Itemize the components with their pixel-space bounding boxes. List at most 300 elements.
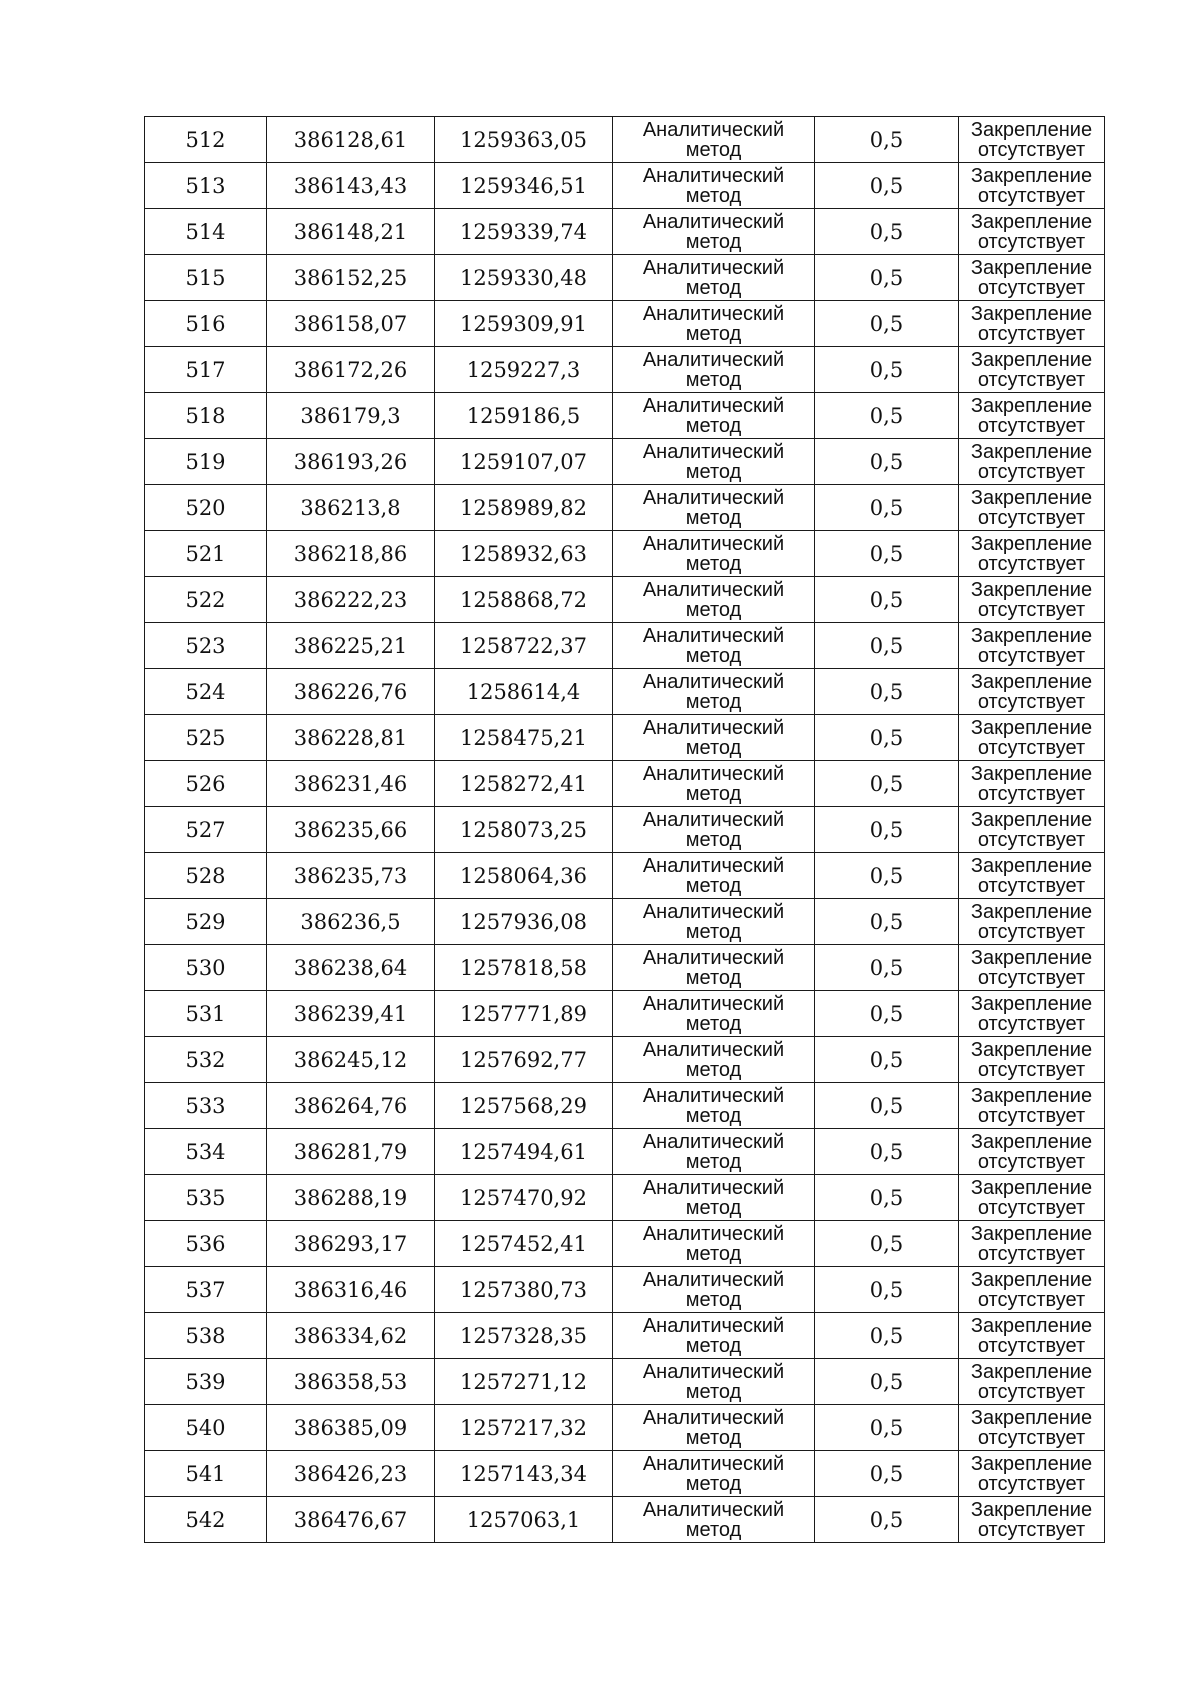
point-number-cell: 539 [145, 1359, 267, 1405]
y-coordinate-cell: 1257271,12 [435, 1359, 613, 1405]
x-coordinate-cell: 386334,62 [267, 1313, 435, 1359]
table-row [145, 1083, 1105, 1129]
table-row [145, 669, 1105, 715]
marking-line-2: отсутствует [977, 782, 1086, 805]
method-line-1: Аналитический [642, 440, 785, 463]
point-number-cell: 514 [145, 209, 267, 255]
point-number-cell: 518 [145, 393, 267, 439]
method-cell [613, 715, 815, 761]
marking-line-1: Закрепление [970, 532, 1093, 555]
y-coordinate-cell: 1258614,4 [435, 669, 613, 715]
method-cell [613, 669, 815, 715]
method-line-1: Аналитический [642, 716, 785, 739]
method-line-2: метод [685, 828, 742, 851]
x-coordinate-cell: 386128,61 [267, 117, 435, 163]
marking-cell [959, 255, 1105, 301]
y-coordinate-cell: 1259186,5 [435, 393, 613, 439]
table-row [145, 1313, 1105, 1359]
y-coordinate-cell: 1259363,05 [435, 117, 613, 163]
point-number-cell: 513 [145, 163, 267, 209]
marking-cell [959, 209, 1105, 255]
method-cell [613, 623, 815, 669]
accuracy-cell: 0,5 [815, 1037, 959, 1083]
method-line-2: метод [685, 1518, 742, 1541]
method-line-2: метод [685, 322, 742, 345]
marking-line-2: отсутствует [977, 920, 1086, 943]
marking-cell [959, 1313, 1105, 1359]
method-line-1: Аналитический [642, 1360, 785, 1383]
table-row [145, 991, 1105, 1037]
method-cell [613, 853, 815, 899]
marking-line-2: отсутствует [977, 1104, 1086, 1127]
x-coordinate-cell: 386235,73 [267, 853, 435, 899]
marking-line-1: Закрепление [970, 670, 1093, 693]
method-line-1: Аналитический [642, 532, 785, 555]
point-number-cell: 533 [145, 1083, 267, 1129]
method-line-1: Аналитический [642, 900, 785, 923]
marking-line-1: Закрепление [970, 302, 1093, 325]
table-row [145, 439, 1105, 485]
method-cell [613, 163, 815, 209]
method-cell [613, 577, 815, 623]
marking-line-1: Закрепление [970, 900, 1093, 923]
method-line-1: Аналитический [642, 854, 785, 877]
y-coordinate-cell: 1257936,08 [435, 899, 613, 945]
y-coordinate-cell: 1257771,89 [435, 991, 613, 1037]
accuracy-cell: 0,5 [815, 1175, 959, 1221]
method-line-1: Аналитический [642, 1314, 785, 1337]
y-coordinate-cell: 1258868,72 [435, 577, 613, 623]
accuracy-cell: 0,5 [815, 1405, 959, 1451]
marking-line-1: Закрепление [970, 1084, 1093, 1107]
marking-line-1: Закрепление [970, 1268, 1093, 1291]
y-coordinate-cell: 1259107,07 [435, 439, 613, 485]
accuracy-cell: 0,5 [815, 577, 959, 623]
x-coordinate-cell: 386236,5 [267, 899, 435, 945]
x-coordinate-cell: 386358,53 [267, 1359, 435, 1405]
method-cell [613, 1129, 815, 1175]
method-line-2: метод [685, 1196, 742, 1219]
method-line-2: метод [685, 736, 742, 759]
method-cell [613, 807, 815, 853]
marking-cell [959, 1175, 1105, 1221]
table-row [145, 531, 1105, 577]
marking-line-1: Закрепление [970, 256, 1093, 279]
accuracy-cell: 0,5 [815, 899, 959, 945]
marking-line-2: отсутствует [977, 230, 1086, 253]
x-coordinate-cell: 386213,8 [267, 485, 435, 531]
marking-line-1: Закрепление [970, 394, 1093, 417]
accuracy-cell: 0,5 [815, 1313, 959, 1359]
x-coordinate-cell: 386293,17 [267, 1221, 435, 1267]
table-row [145, 623, 1105, 669]
marking-cell [959, 1497, 1105, 1543]
method-line-1: Аналитический [642, 1498, 785, 1521]
method-line-1: Аналитический [642, 808, 785, 831]
marking-line-2: отсутствует [977, 736, 1086, 759]
table-body [145, 117, 1105, 1543]
marking-line-2: отсутствует [977, 368, 1086, 391]
method-cell [613, 1175, 815, 1221]
y-coordinate-cell: 1257470,92 [435, 1175, 613, 1221]
method-cell [613, 899, 815, 945]
accuracy-cell: 0,5 [815, 1451, 959, 1497]
y-coordinate-cell: 1257568,29 [435, 1083, 613, 1129]
method-line-2: метод [685, 1334, 742, 1357]
x-coordinate-cell: 386193,26 [267, 439, 435, 485]
accuracy-cell: 0,5 [815, 1221, 959, 1267]
marking-line-1: Закрепление [970, 854, 1093, 877]
y-coordinate-cell: 1258932,63 [435, 531, 613, 577]
table-row [145, 853, 1105, 899]
marking-line-1: Закрепление [970, 1314, 1093, 1337]
method-cell [613, 1083, 815, 1129]
method-cell [613, 1497, 815, 1543]
marking-cell [959, 1359, 1105, 1405]
point-number-cell: 530 [145, 945, 267, 991]
marking-cell [959, 1083, 1105, 1129]
marking-line-1: Закрепление [970, 440, 1093, 463]
point-number-cell: 521 [145, 531, 267, 577]
y-coordinate-cell: 1259339,74 [435, 209, 613, 255]
x-coordinate-cell: 386288,19 [267, 1175, 435, 1221]
marking-cell [959, 1037, 1105, 1083]
method-line-1: Аналитический [642, 486, 785, 509]
marking-line-1: Закрепление [970, 348, 1093, 371]
marking-cell [959, 1405, 1105, 1451]
marking-line-1: Закрепление [970, 808, 1093, 831]
marking-line-2: отсутствует [977, 1426, 1086, 1449]
method-line-1: Аналитический [642, 164, 785, 187]
x-coordinate-cell: 386226,76 [267, 669, 435, 715]
point-number-cell: 519 [145, 439, 267, 485]
table-row [145, 1037, 1105, 1083]
method-line-1: Аналитический [642, 670, 785, 693]
accuracy-cell: 0,5 [815, 1267, 959, 1313]
method-line-1: Аналитический [642, 1130, 785, 1153]
marking-cell [959, 1221, 1105, 1267]
marking-cell [959, 807, 1105, 853]
marking-line-1: Закрепление [970, 1360, 1093, 1383]
method-cell [613, 1359, 815, 1405]
marking-cell [959, 577, 1105, 623]
accuracy-cell: 0,5 [815, 761, 959, 807]
method-line-2: метод [685, 1472, 742, 1495]
table-row [145, 761, 1105, 807]
method-line-1: Аналитический [642, 1452, 785, 1475]
accuracy-cell: 0,5 [815, 439, 959, 485]
accuracy-cell: 0,5 [815, 347, 959, 393]
x-coordinate-cell: 386158,07 [267, 301, 435, 347]
method-cell [613, 255, 815, 301]
marking-line-2: отсутствует [977, 1334, 1086, 1357]
method-line-2: метод [685, 690, 742, 713]
point-number-cell: 537 [145, 1267, 267, 1313]
method-cell [613, 439, 815, 485]
x-coordinate-cell: 386238,64 [267, 945, 435, 991]
table-row [145, 577, 1105, 623]
method-cell [613, 485, 815, 531]
y-coordinate-cell: 1259309,91 [435, 301, 613, 347]
marking-line-1: Закрепление [970, 624, 1093, 647]
method-line-2: метод [685, 276, 742, 299]
marking-line-2: отсутствует [977, 598, 1086, 621]
method-cell [613, 1221, 815, 1267]
method-line-2: метод [685, 506, 742, 529]
marking-line-1: Закрепление [970, 118, 1093, 141]
table-row [145, 485, 1105, 531]
method-line-2: метод [685, 1380, 742, 1403]
point-number-cell: 523 [145, 623, 267, 669]
marking-line-2: отсутствует [977, 552, 1086, 575]
table-row [145, 1359, 1105, 1405]
marking-line-2: отсутствует [977, 1472, 1086, 1495]
marking-line-2: отсутствует [977, 1058, 1086, 1081]
table-row [145, 255, 1105, 301]
method-line-2: метод [685, 1104, 742, 1127]
marking-cell [959, 117, 1105, 163]
marking-cell [959, 393, 1105, 439]
point-number-cell: 529 [145, 899, 267, 945]
method-line-1: Аналитический [642, 946, 785, 969]
point-number-cell: 520 [145, 485, 267, 531]
marking-cell [959, 439, 1105, 485]
method-cell [613, 117, 815, 163]
table-row [145, 899, 1105, 945]
accuracy-cell: 0,5 [815, 623, 959, 669]
method-line-2: метод [685, 1426, 742, 1449]
marking-line-1: Закрепление [970, 946, 1093, 969]
method-line-2: метод [685, 966, 742, 989]
method-line-1: Аналитический [642, 210, 785, 233]
method-cell [613, 301, 815, 347]
y-coordinate-cell: 1257452,41 [435, 1221, 613, 1267]
table-row [145, 1129, 1105, 1175]
marking-line-2: отсутствует [977, 414, 1086, 437]
method-line-1: Аналитический [642, 348, 785, 371]
marking-line-1: Закрепление [970, 1130, 1093, 1153]
accuracy-cell: 0,5 [815, 945, 959, 991]
y-coordinate-cell: 1257692,77 [435, 1037, 613, 1083]
table-row [145, 163, 1105, 209]
method-line-1: Аналитический [642, 1084, 785, 1107]
method-line-1: Аналитический [642, 1268, 785, 1291]
x-coordinate-cell: 386222,23 [267, 577, 435, 623]
point-number-cell: 541 [145, 1451, 267, 1497]
method-line-2: метод [685, 368, 742, 391]
marking-line-2: отсутствует [977, 322, 1086, 345]
x-coordinate-cell: 386245,12 [267, 1037, 435, 1083]
accuracy-cell: 0,5 [815, 1359, 959, 1405]
method-line-2: метод [685, 598, 742, 621]
point-number-cell: 524 [145, 669, 267, 715]
marking-cell [959, 623, 1105, 669]
accuracy-cell: 0,5 [815, 531, 959, 577]
marking-cell [959, 715, 1105, 761]
method-cell [613, 531, 815, 577]
marking-line-2: отсутствует [977, 874, 1086, 897]
method-line-1: Аналитический [642, 256, 785, 279]
marking-line-2: отсутствует [977, 828, 1086, 851]
point-number-cell: 525 [145, 715, 267, 761]
accuracy-cell: 0,5 [815, 1497, 959, 1543]
accuracy-cell: 0,5 [815, 255, 959, 301]
method-line-2: метод [685, 184, 742, 207]
method-cell [613, 1313, 815, 1359]
accuracy-cell: 0,5 [815, 715, 959, 761]
accuracy-cell: 0,5 [815, 807, 959, 853]
marking-line-1: Закрепление [970, 1452, 1093, 1475]
point-number-cell: 512 [145, 117, 267, 163]
method-line-2: метод [685, 414, 742, 437]
marking-line-2: отсутствует [977, 1196, 1086, 1219]
x-coordinate-cell: 386148,21 [267, 209, 435, 255]
y-coordinate-cell: 1259227,3 [435, 347, 613, 393]
accuracy-cell: 0,5 [815, 1129, 959, 1175]
marking-line-1: Закрепление [970, 1038, 1093, 1061]
method-cell [613, 1267, 815, 1313]
method-line-2: метод [685, 1012, 742, 1035]
method-line-2: метод [685, 782, 742, 805]
marking-cell [959, 301, 1105, 347]
marking-cell [959, 347, 1105, 393]
method-line-1: Аналитический [642, 394, 785, 417]
accuracy-cell: 0,5 [815, 163, 959, 209]
marking-cell [959, 945, 1105, 991]
marking-cell [959, 991, 1105, 1037]
x-coordinate-cell: 386426,23 [267, 1451, 435, 1497]
point-number-cell: 532 [145, 1037, 267, 1083]
marking-cell [959, 1129, 1105, 1175]
y-coordinate-cell: 1258272,41 [435, 761, 613, 807]
point-number-cell: 527 [145, 807, 267, 853]
method-line-1: Аналитический [642, 1406, 785, 1429]
method-cell [613, 347, 815, 393]
marking-line-1: Закрепление [970, 486, 1093, 509]
accuracy-cell: 0,5 [815, 209, 959, 255]
marking-line-1: Закрепление [970, 1498, 1093, 1521]
marking-line-1: Закрепление [970, 1176, 1093, 1199]
x-coordinate-cell: 386281,79 [267, 1129, 435, 1175]
method-line-1: Аналитический [642, 118, 785, 141]
table-row [145, 1451, 1105, 1497]
x-coordinate-cell: 386228,81 [267, 715, 435, 761]
method-line-1: Аналитический [642, 762, 785, 785]
method-line-1: Аналитический [642, 1222, 785, 1245]
accuracy-cell: 0,5 [815, 991, 959, 1037]
method-cell [613, 1451, 815, 1497]
table-row [145, 347, 1105, 393]
marking-line-2: отсутствует [977, 460, 1086, 483]
y-coordinate-cell: 1258064,36 [435, 853, 613, 899]
table-row [145, 393, 1105, 439]
method-line-1: Аналитический [642, 302, 785, 325]
table-row [145, 1405, 1105, 1451]
marking-line-2: отсутствует [977, 1380, 1086, 1403]
marking-cell [959, 853, 1105, 899]
x-coordinate-cell: 386218,86 [267, 531, 435, 577]
point-number-cell: 528 [145, 853, 267, 899]
marking-line-1: Закрепление [970, 578, 1093, 601]
table-row [145, 209, 1105, 255]
y-coordinate-cell: 1258722,37 [435, 623, 613, 669]
accuracy-cell: 0,5 [815, 117, 959, 163]
point-number-cell: 516 [145, 301, 267, 347]
method-line-2: метод [685, 644, 742, 667]
method-cell [613, 1037, 815, 1083]
marking-line-1: Закрепление [970, 762, 1093, 785]
marking-line-2: отсутствует [977, 1242, 1086, 1265]
table-row [145, 1221, 1105, 1267]
accuracy-cell: 0,5 [815, 301, 959, 347]
x-coordinate-cell: 386316,46 [267, 1267, 435, 1313]
method-line-2: метод [685, 920, 742, 943]
point-number-cell: 536 [145, 1221, 267, 1267]
method-line-2: метод [685, 460, 742, 483]
y-coordinate-cell: 1257380,73 [435, 1267, 613, 1313]
marking-line-2: отсутствует [977, 138, 1086, 161]
y-coordinate-cell: 1259330,48 [435, 255, 613, 301]
marking-line-2: отсутствует [977, 1012, 1086, 1035]
accuracy-cell: 0,5 [815, 393, 959, 439]
marking-line-2: отсутствует [977, 690, 1086, 713]
point-number-cell: 534 [145, 1129, 267, 1175]
accuracy-cell: 0,5 [815, 1083, 959, 1129]
method-cell [613, 991, 815, 1037]
marking-cell [959, 669, 1105, 715]
method-line-1: Аналитический [642, 1038, 785, 1061]
point-number-cell: 515 [145, 255, 267, 301]
marking-line-2: отсутствует [977, 1150, 1086, 1173]
accuracy-cell: 0,5 [815, 485, 959, 531]
method-line-1: Аналитический [642, 992, 785, 1015]
y-coordinate-cell: 1258073,25 [435, 807, 613, 853]
accuracy-cell: 0,5 [815, 853, 959, 899]
method-line-2: метод [685, 230, 742, 253]
table-row [145, 715, 1105, 761]
marking-line-2: отсутствует [977, 184, 1086, 207]
method-cell [613, 761, 815, 807]
marking-line-2: отсутствует [977, 644, 1086, 667]
table-row [145, 117, 1105, 163]
marking-cell [959, 1451, 1105, 1497]
method-line-2: метод [685, 1058, 742, 1081]
y-coordinate-cell: 1258989,82 [435, 485, 613, 531]
method-line-1: Аналитический [642, 624, 785, 647]
point-number-cell: 542 [145, 1497, 267, 1543]
y-coordinate-cell: 1257143,34 [435, 1451, 613, 1497]
x-coordinate-cell: 386179,3 [267, 393, 435, 439]
x-coordinate-cell: 386385,09 [267, 1405, 435, 1451]
marking-line-1: Закрепление [970, 164, 1093, 187]
x-coordinate-cell: 386152,25 [267, 255, 435, 301]
x-coordinate-cell: 386239,41 [267, 991, 435, 1037]
marking-cell [959, 531, 1105, 577]
y-coordinate-cell: 1259346,51 [435, 163, 613, 209]
marking-line-1: Закрепление [970, 1406, 1093, 1429]
table-row [145, 807, 1105, 853]
marking-line-2: отсутствует [977, 276, 1086, 299]
method-line-2: метод [685, 874, 742, 897]
table-row [145, 1175, 1105, 1221]
point-number-cell: 538 [145, 1313, 267, 1359]
marking-cell [959, 163, 1105, 209]
marking-line-2: отсутствует [977, 1518, 1086, 1541]
marking-line-2: отсутствует [977, 1288, 1086, 1311]
table-row [145, 301, 1105, 347]
y-coordinate-cell: 1257328,35 [435, 1313, 613, 1359]
method-cell [613, 1405, 815, 1451]
